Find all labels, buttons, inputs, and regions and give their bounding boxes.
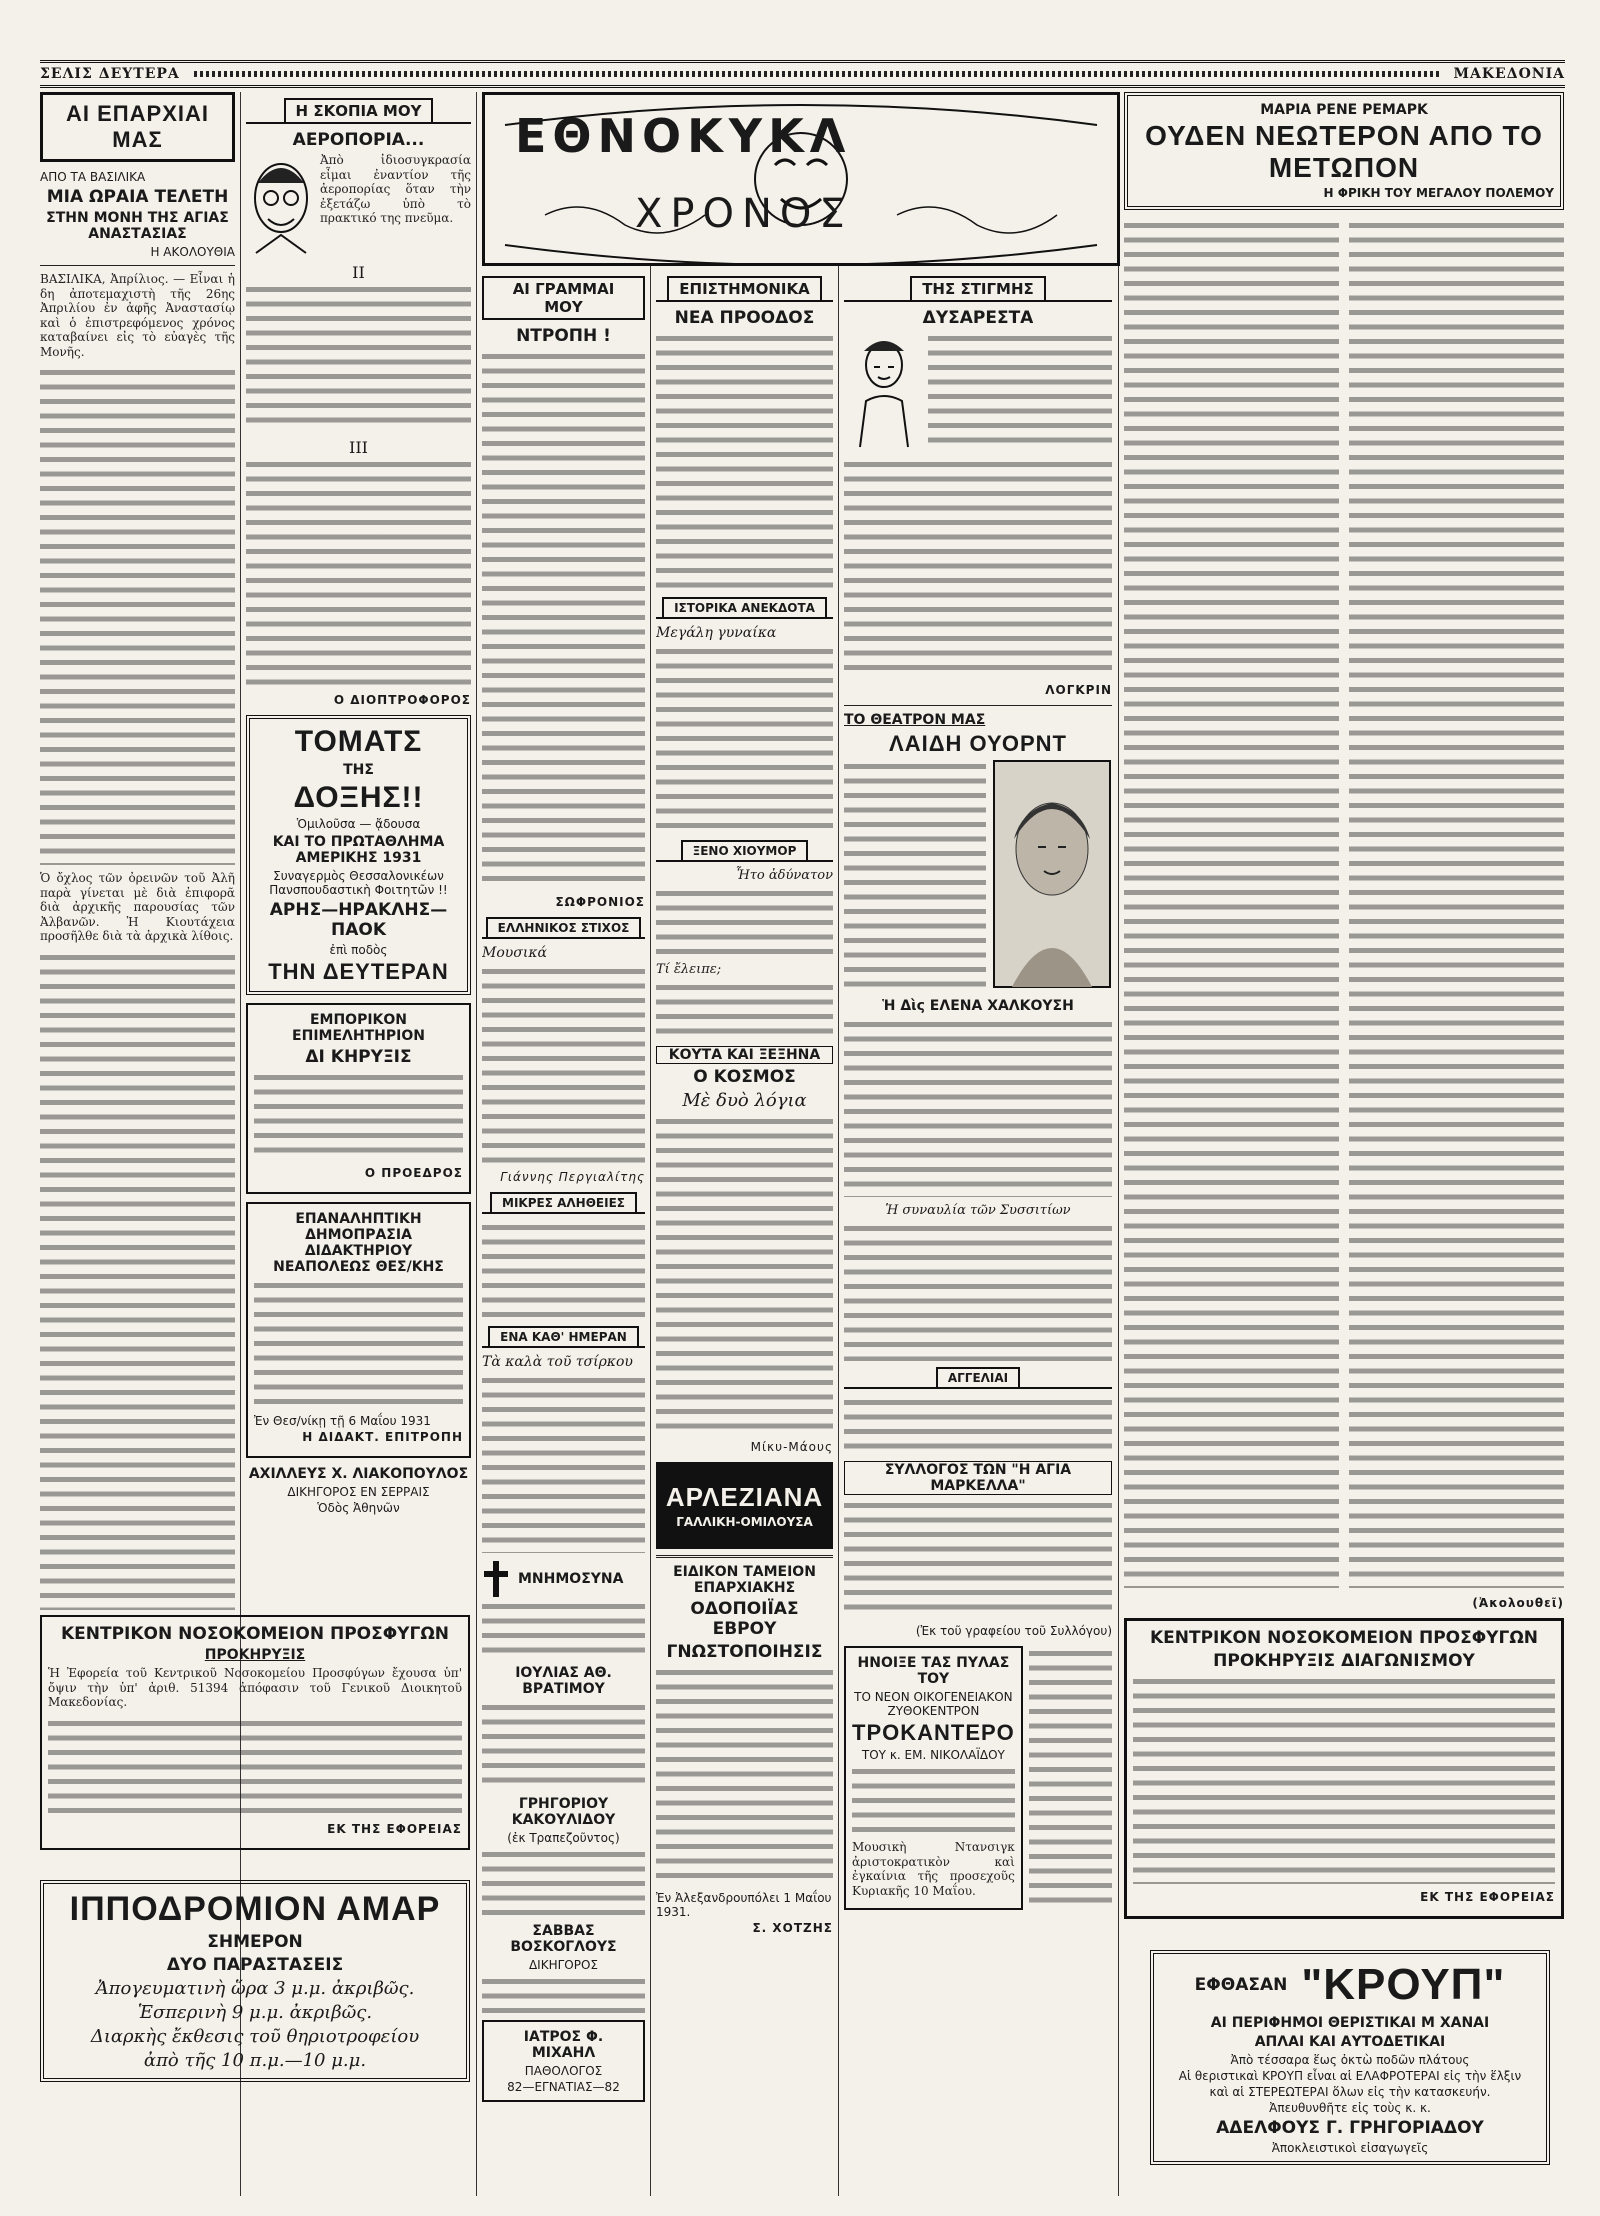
hippodrome-hours: ἀπὸ τῆς 10 π.μ.—10 μ.μ. <box>143 2050 367 2071</box>
tomato-ad-line-8: ἐπὶ ποδὸς <box>329 943 388 957</box>
masthead-rule <box>194 71 1440 77</box>
school-sign: Η ΔΙΔΑΚΤ. ΕΠΙΤΡΟΠΗ <box>302 1430 463 1444</box>
fund-title-3: ΓΝΩΣΤΟΠΟΙΗΣΙΣ <box>666 1642 823 1662</box>
banner-word-2: ΧΡΟΝΟΣ <box>635 191 853 237</box>
shame-signature: ΣΩΦΡΟΝΙΟΣ <box>555 895 645 909</box>
doctor-card <box>482 2020 645 2102</box>
moment-title: ΤΗΣ ΣΤΙΓΜΗΣ <box>910 276 1046 300</box>
truths-title: ΜΙΚΡΕΣ ΑΛΗΘΕΙΕΣ <box>490 1192 637 1212</box>
science-headline: ΝΕΑ ΠΡΟΟΔΟΣ <box>674 308 815 328</box>
divider <box>40 265 235 266</box>
moment-headline: ΔΥΣΑΡΕΣΤΑ <box>922 308 1034 328</box>
ethnokyklos-banner <box>482 92 1120 266</box>
body-text-block <box>928 331 1112 451</box>
aviation-headline: ΑΕΡΟΠΟΡΙΑ... <box>292 130 425 150</box>
lookout-title: Η ΣΚΟΠΙΑ ΜΟΥ <box>284 98 434 122</box>
krupp-line-7: ΑΔΕΛΦΟΥΣ Γ. ΓΡΗΓΟΡΙΑΔΟΥ <box>1216 2118 1484 2138</box>
science-title: ΕΠΙΣΤΗΜΟΝΙΚΑ <box>667 276 821 300</box>
body-text-block <box>1133 1674 1555 1884</box>
column-6 <box>1124 92 1564 2196</box>
lawyer2-name: ΣΑΒΒΑΣ ΒΟΣΚΟΓΛΟΥΣ <box>510 1923 617 1955</box>
column-4 <box>656 270 833 2196</box>
body-text-block <box>40 365 235 865</box>
body-text-block <box>482 349 645 889</box>
daily-headline: Τὰ καλὰ τοῦ τσίρκου <box>482 1354 633 1370</box>
theatre-headline: ΛΑΙΔΗ ΟΥΟΡΝΤ <box>889 731 1067 756</box>
krupp-line-3: Ἀπὸ τέσσαρα ἕως ὀκτὼ ποδῶν πλάτους <box>1230 2053 1470 2067</box>
body-text-block <box>656 331 833 591</box>
cross-symbol-icon <box>482 1559 510 1599</box>
provinces-headline: ΜΙΑ ΩΡΑΙΑ ΤΕΛΕΤΗ <box>46 187 229 207</box>
concert-headline: Ἡ συναυλία τῶν Συσσιτίων <box>885 1203 1071 1218</box>
provinces-headline-2: ΣΤΗΝ ΜΟΝΗ ΤΗΣ ΑΓΙΑΣ ΑΝΑΣΤΑΣΙΑΣ <box>46 210 229 242</box>
body-text-block <box>48 1716 462 1816</box>
competition-sub: ΠΡΟΚΗΡΥΞΙΣ ΔΙΑΓΩΝΙΣΜΟΥ <box>1213 1651 1475 1671</box>
krupp-ad <box>1150 1950 1550 2173</box>
cosmos-bar: ΚΟΥΤΑ ΚΑΙ ΞΕΞΗΝΑ <box>656 1046 833 1064</box>
body-text-block <box>482 1847 645 1917</box>
tomato-ad-line-1: ΤΟΜΑΤΣ <box>294 725 423 758</box>
section-roman-2: II <box>352 263 365 282</box>
column-rule <box>650 92 651 2196</box>
lawyer-card <box>246 1466 471 1515</box>
krupp-line-2: ΑΠΛΑΙ ΚΑΙ ΑΥΤΟΔΕΤΙΚΑΙ <box>1254 2034 1446 2050</box>
aviation-lead: Ἀπὸ ἰδιοσυγκρασία εἶμαι ἐναντίον τῆς ἀεροπορίας ὅταν τὴν ἐξετάζω ὑπὸ τὸ πρακτικό της πνεῦμα. <box>320 153 471 225</box>
hippodrome-today: ΣΗΜΕΡΟΝ <box>207 1932 303 1952</box>
tomato-ad-line-7: ΑΡΗΣ—ΗΡΑΚΛΗΣ—ΠΑΟΚ <box>269 900 448 940</box>
memorial-name-2: ΓΡΗΓΟΡΙΟΥ ΚΑΚΟΥΛΙΔΟΥ <box>511 1796 616 1828</box>
provinces-kicker: ΑΠΟ ΤΑ ΒΑΣΙΛΙΚΑ <box>40 170 146 184</box>
hippodrome-matinee: Ἀπογευματινὴ ὥρα 3 μ.μ. ἀκριβῶς. <box>95 1978 415 1999</box>
column-rule <box>476 92 477 2196</box>
lawyer-role: ΔΙΚΗΓΟΡΟΣ ΕΝ ΣΕΡΡΑΙΣ <box>287 1485 430 1499</box>
body-text-block <box>1124 218 1339 1588</box>
lawyer2-role: ΔΙΚΗΓΟΡΟΣ <box>528 1958 599 1972</box>
trocadero-ad <box>844 1646 1023 1910</box>
school-date: Ἐν Θεσ/νίκῃ τῇ 6 Μαΐου 1931 <box>254 1414 431 1428</box>
tomato-ad-line-6: Συναγερμὸς Θεσσαλονικέων Πανσπουδαστικὴ Φοιτητῶν !! <box>269 869 448 897</box>
competition-notice <box>1124 1618 1564 1919</box>
school-notice <box>246 1202 471 1458</box>
column-3 <box>482 270 645 2196</box>
doctor-role: ΠΑΘΟΛΟΓΟΣ <box>524 2064 603 2078</box>
fund-title-2: ΟΔΟΠΟΙΪΑΣ ΕΒΡΟΥ <box>690 1599 799 1639</box>
arlesienne-ad <box>656 1462 833 1549</box>
body-text-block <box>482 1974 645 2014</box>
school-title: ΕΠΑΝΑΛΗΠΤΙΚΗ ΔΗΜΟΠΡΑΣΙΑ ΔΙΔΑΚΤΗΡΙΟΥ ΝΕΑΠΟΛΕΩΣ ΘΕΣ/ΚΗΣ <box>273 1211 444 1275</box>
refugee-notice-text: Ἡ Ἐφορεία τοῦ Κεντρικοῦ Νοσοκομείου Προσφύγων ἔχουσα ὑπ' ὄψιν τὴν ὑπ' ἀριθ. 51394 ἀπόφασιν τοῦ Γενικοῦ Διοικητοῦ Μακεδονίας. <box>48 1666 462 1709</box>
hippodrome-evening: Ἑσπερινὴ 9 μ.μ. ἀκριβῶς. <box>137 2002 373 2023</box>
club-sign: (Ἐκ τοῦ γραφείου τοῦ Συλλόγου) <box>915 1624 1112 1638</box>
trocadero-music: Μουσικὴ Ντανσιγκ ἀριστοκρατικὸν καὶ ἐγκαίνια τῆς προσεχοῦς Κυριακῆς 10 Μαΐου. <box>852 1840 1015 1898</box>
trocadero-line-1: ΗΝΟΙΞΕ ΤΑΣ ΠΥΛΑΣ ΤΟΥ <box>857 1655 1010 1687</box>
body-text-block <box>656 886 833 956</box>
body-text-block <box>656 644 833 834</box>
lawyer-name: ΑΧΙΛΛΕΥΣ Χ. ΛΙΑΚΟΠΟΥΛΟΣ <box>248 1466 469 1482</box>
competition-title: ΚΕΝΤΡΙΚΟΝ ΝΟΣΟΚΟΜΕΙΟΝ ΠΡΟΣΦΥΓΩΝ <box>1149 1628 1538 1648</box>
section-roman-3: III <box>349 438 368 457</box>
body-text-block <box>844 1395 1112 1455</box>
commerce-title: ΕΜΠΟΡΙΚΟΝ ΕΠΙΜΕΛΗΤΗΡΙΟΝ <box>292 1012 425 1044</box>
announcements-title: ΑΓΓΕΛΙΑΙ <box>936 1367 1020 1387</box>
body-text-block <box>1029 1646 1112 1906</box>
memorial-name-2-sub: (ἐκ Τραπεζοῦντος) <box>507 1831 620 1845</box>
krupp-line-6: Ἀπευθυνθῆτε εἰς τοὺς κ. κ. <box>1269 2101 1431 2115</box>
remarque-header <box>1124 92 1564 210</box>
column-5 <box>844 270 1112 2196</box>
tomato-ad-line-4: Ὁμιλοῦσα — ᾄδουσα <box>296 817 421 831</box>
krupp-line-8: Ἀποκλειστικοὶ εἰσαγωγεῖς <box>1271 2141 1429 2155</box>
body-text-block <box>482 1373 645 1553</box>
fund-title-1: ΕΙΔΙΚΟΝ ΤΑΜΕΙΟΝ ΕΠΑΡΧΙΑΚΗΣ <box>673 1564 816 1596</box>
remarque-headline: ΟΥΔΕΝ ΝΕΩΤΕΡΟΝ ΑΠΟ ΤΟ ΜΕΤΩΠΟΝ <box>1145 120 1543 183</box>
krupp-line-4: Αἱ θεριστικαὶ ΚΡΟΥΠ εἶναι αἱ ΕΛΑΦΡΟΤΕΡΑΙ εἰς τὴν ἕλξιν <box>1178 2069 1522 2083</box>
poem-title: Μουσικά <box>482 945 547 961</box>
hippodrome-shows: ΔΥΟ ΠΑΡΑΣΤΑΣΕΙΣ <box>166 1955 344 1975</box>
banner-word-1: ΕΘΝΟΚΥΚΛ <box>515 109 852 163</box>
refugee-notice-title: ΚΕΝΤΡΙΚΟΝ ΝΟΣΟΚΟΜΕΙΟΝ ΠΡΟΣΦΥΓΩΝ <box>60 1624 449 1644</box>
tomato-ad-line-5: ΚΑΙ ΤΟ ΠΡΩΤΑΘΛΗΜΑ ΑΜΕΡΙΚΗΣ 1931 <box>272 834 445 866</box>
aviation-signature: Ο ΔΙΟΠΤΡΟΦΟΡΟΣ <box>333 693 471 707</box>
competition-sign: ΕΚ ΤΗΣ ΕΦΟΡΕΙΑΣ <box>1420 1890 1555 1904</box>
fund-sign: Σ. ΧΟΤΖΗΣ <box>752 1921 833 1935</box>
doctor-address: 82—ΕΓΝΑΤΙΑΣ—82 <box>507 2080 620 2094</box>
cosmos-title: Ο ΚΟΣΜΟΣ <box>693 1067 796 1087</box>
body-text-block <box>482 1700 645 1790</box>
trocadero-owner: ΤΟΥ κ. ΕΜ. ΝΙΚΟΛΑΪΔΟΥ <box>861 1748 1005 1762</box>
body-text-block <box>254 1278 463 1408</box>
body-text-block <box>482 1220 645 1320</box>
krupp-line-1: ΑΙ ΠΕΡΙΦΗΜΟΙ ΘΕΡΙΣΤΙΚΑΙ Μ ΧΑΝΑΙ <box>1210 2015 1490 2031</box>
refugee-notice-sub: ΠΡΟΚΗΡΥΞΙΣ <box>204 1647 306 1663</box>
poem-section: ΕΛΛΗΝΙΚΟΣ ΣΤΙΧΟΣ <box>486 917 642 937</box>
memorial-header <box>482 1559 645 1599</box>
poem-author: Γιάννης Περγιαλίτης <box>500 1170 645 1184</box>
body-text-block <box>254 1070 463 1160</box>
tomato-ad <box>246 715 471 995</box>
column-rule <box>838 92 839 2196</box>
body-text-block <box>656 1114 833 1434</box>
masthead-paper-name: ΜΑΚΕΔΟΝΙΑ <box>1453 66 1565 82</box>
daily-title: ΕΝΑ ΚΑΘ' ΗΜΕΡΑΝ <box>488 1326 639 1346</box>
hippodrome-zoo: Διαρκὴς ἔκθεσις τοῦ θηριοτροφείου <box>90 2026 420 2047</box>
body-text-block <box>246 457 471 687</box>
poem-text-block <box>482 964 645 1164</box>
memorial-title: ΜΝΗΜΟΣΥΝΑ <box>518 1571 624 1587</box>
trocadero-name: ΤΡΟΚΑΝΤΕΡΟ <box>852 1720 1015 1745</box>
body-text-block <box>40 950 235 1610</box>
body-text-block <box>1349 218 1564 1588</box>
body-text-block <box>852 1764 1015 1834</box>
lawyer-address: Ὁδὸς Ἀθηνῶν <box>317 1501 400 1515</box>
tomato-ad-line-3: ΔΟΞΗΣ!! <box>293 781 424 814</box>
history-title: ΙΣΤΟΡΙΚΑ ΑΝΕΚΔΟΤΑ <box>662 597 827 617</box>
body-text-block <box>246 282 471 432</box>
provinces-section: Η ΑΚΟΛΟΥΘΙΑ <box>150 245 235 259</box>
divider <box>656 1555 833 1558</box>
refugee-notice-sign: ΕΚ ΤΗΣ ΕΦΟΡΕΙΑΣ <box>327 1821 462 1836</box>
provinces-title: ΑΙ ΕΠΑΡΧΙΑΙ ΜΑΣ <box>65 101 210 152</box>
refugee-hospital-notice <box>40 1615 470 1858</box>
club-title: ΣΥΛΛΟΓΟΣ ΤΩΝ "Η ΑΓΙΑ ΜΑΡΚΕΛΛΑ" <box>844 1461 1112 1495</box>
divider <box>844 705 1112 706</box>
theatre-section: ΤΟ ΘΕΑΤΡΟΝ ΜΑΣ <box>844 712 986 728</box>
krupp-line-5: καὶ αἱ ΣΤΕΡΕΩΤΕΡΑΙ ὅλων εἰς τὴν κατασκευήν. <box>1209 2085 1491 2099</box>
remarque-author: ΜΑΡΙΑ ΡΕΝΕ ΡΕΜΑΡΚ <box>1260 102 1428 118</box>
actress-caption: Ἡ Δὶς ΕΛΕΝΑ ΧΑΛΚΟΥΣΗ <box>882 998 1074 1014</box>
body-text-block <box>844 1498 1112 1618</box>
soldier-sketch-icon <box>844 331 924 451</box>
commerce-sign: Ο ΠΡΟΕΔΡΟΣ <box>364 1166 463 1180</box>
history-headline: Μεγάλη γυναίκα <box>656 625 777 641</box>
commerce-sub: ΔΙ ΚΗΡΥΞΙΣ <box>305 1047 412 1067</box>
memorial-name-1: ΙΟΥΛΙΑΣ ΑΘ. ΒΡΑΤΙΜΟΥ <box>515 1665 612 1697</box>
provinces-lead: ΒΑΣΙΛΙΚΑ, Ἀπρίλιος. — Εἶναι ἡ δη ἀποτεμαχιστὴ τῆς 26ης Ἀπριλίου ἐν ἀφῆς Ἀναστασίῳ καὶ ὁ ἐπιστρεφόμενος χρόνος καταβαίνει εἰς τὸ εὐαγὲς τῆς Μονῆς. <box>40 272 235 359</box>
body-text-block <box>656 980 833 1040</box>
tomato-ad-line-2: ΤΗΣ <box>343 762 374 778</box>
cosmos-signature: Μίκυ-Μάους <box>750 1440 833 1454</box>
body-text-block <box>844 1017 1112 1197</box>
humor-headline-2: Τί ἔλειπε; <box>656 962 722 977</box>
provinces-paragraph: Ὁ ὄχλος τῶν ὀρεινῶν τοῦ Ἀλῆ παρὰ γίνεται μὲ διὰ ἐπιφορᾶ διὰ ἀρχικῆς παρουσίας τῶν Ἀλβανῶν. Ἡ Κιουτάχεια προσῆλθε διὰ τὰ ἀρχικὰ λίθοις. <box>40 871 235 943</box>
hippodrome-title: ΙΠΠΟΔΡΟΜΙΟΝ ΑΜΑΡ <box>69 1890 441 1928</box>
column-rule <box>1118 92 1119 2196</box>
masthead-page-label: ΣΕΛΙΣ ΔΕΥΤΕΡΑ <box>40 66 180 82</box>
doctor-name: ΙΑΤΡΟΣ Φ. ΜΙΧΑΗΛ <box>523 2029 604 2061</box>
body-text-block <box>844 1221 1112 1361</box>
commerce-notice <box>246 1003 471 1194</box>
fund-date: Ἐν Ἀλεξανδρουπόλει 1 Μαΐου 1931. <box>656 1891 832 1919</box>
arlesienne-sub: ΓΑΛΛΙΚΗ-ΟΜΙΛΟΥΣΑ <box>676 1515 813 1529</box>
krupp-arrived: ΕΦΘΑΣΑΝ <box>1194 1975 1288 1995</box>
remarque-subtitle: Η ΦΡΙΚΗ ΤΟΥ ΜΕΓΑΛΟΥ ΠΟΛΕΜΟΥ <box>1323 186 1554 200</box>
hippodrome-ad <box>40 1880 470 2090</box>
humor-headline: Ἦτο ἀδύνατον <box>735 868 833 883</box>
arlesienne-title: ΑΡΛΕΖΙΑΝΑ <box>665 1482 824 1512</box>
body-text-block <box>656 1665 833 1885</box>
actress-portrait-icon <box>992 759 1112 989</box>
humor-title: ΞΕΝΟ ΧΙΟΥΜΟΡ <box>681 840 809 860</box>
remarque-continued: (Ἀκολουθεῖ) <box>1472 1596 1564 1610</box>
body-text-block <box>844 457 1112 677</box>
caricature-portrait-icon <box>246 153 316 263</box>
provinces-header <box>40 92 235 162</box>
body-text-block <box>844 759 986 989</box>
my-letters-title: ΑΙ ΓΡΑΜΜΑΙ ΜΟΥ <box>482 276 645 318</box>
tomato-ad-line-9: ΤΗΝ ΔΕΥΤΕΡΑΝ <box>268 959 449 984</box>
shame-headline: ΝΤΡΟΠΗ ! <box>516 326 611 346</box>
cosmos-subtitle: Μὲ δυὸ λόγια <box>682 1090 807 1111</box>
krupp-brand: "ΚΡΟΥΠ" <box>1301 1960 1506 2009</box>
trocadero-line-2: ΤΟ ΝΕΟΝ ΟΙΚΟΓΕΝΕΙΑΚΟΝ ΖΥΘΟΚΕΝΤΡΟΝ <box>854 1690 1013 1718</box>
lookout-header <box>246 98 471 124</box>
moment-signature: ΛΟΓΚΡΙΝ <box>1045 683 1112 697</box>
masthead <box>40 60 1565 88</box>
body-text-block <box>482 1599 645 1659</box>
